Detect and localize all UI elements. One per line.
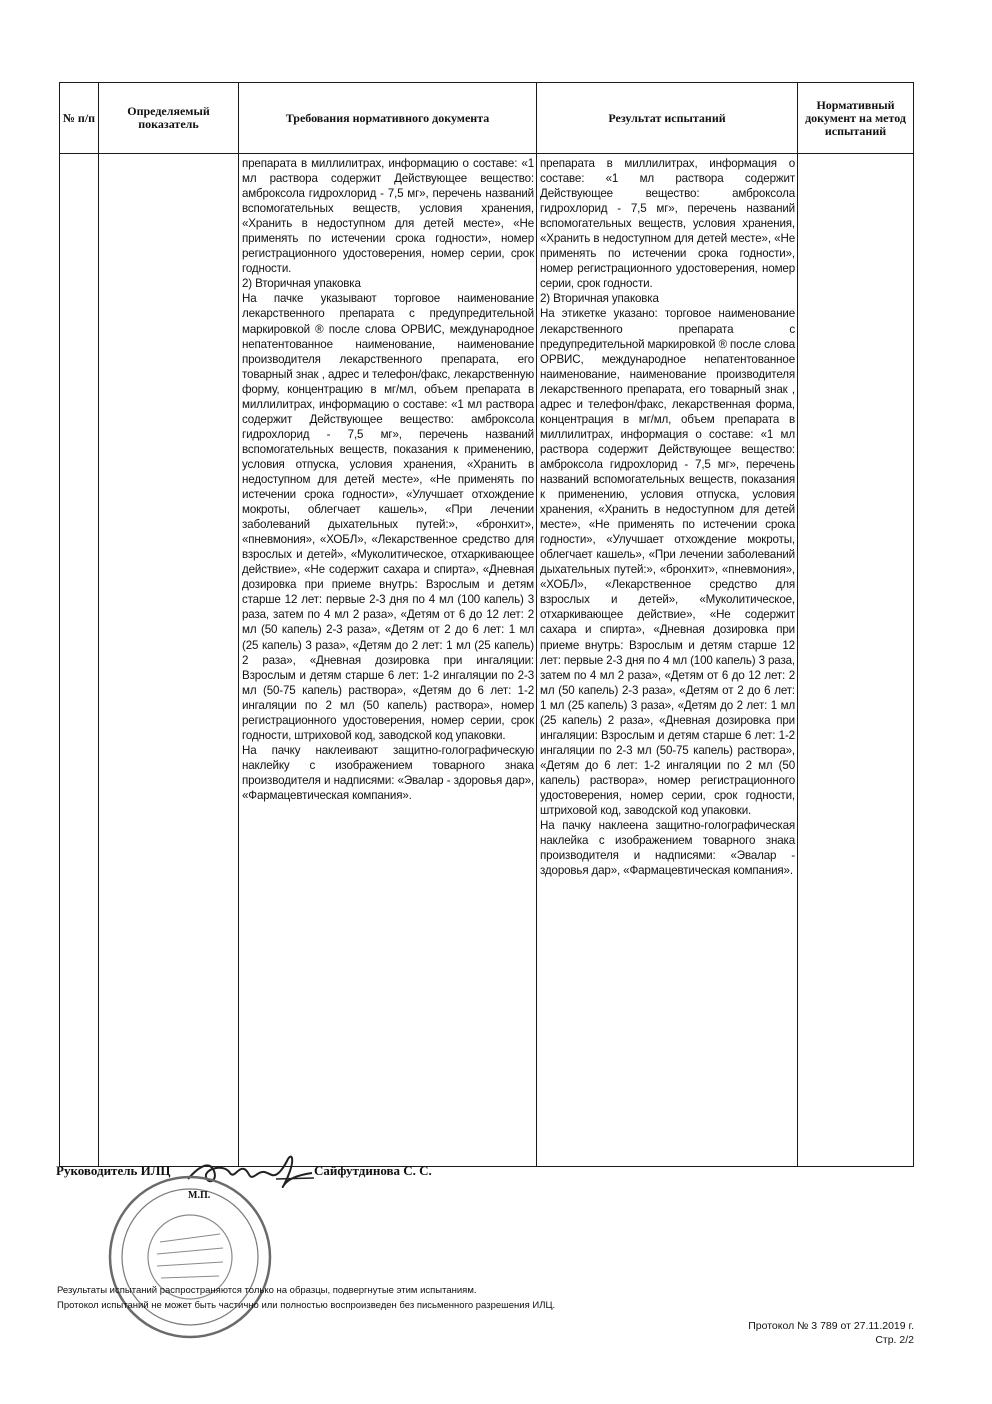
protocol-number: Протокол № 3 789 от 27.11.2019 г. bbox=[748, 1320, 914, 1332]
requirements-paragraph: На пачку наклеивают защитно-голографическую наклейку с изображением товарного знака производителя и надписями: «Эвалар - здоровья дар», «Фармацевтическая компания». bbox=[242, 743, 534, 802]
results-paragraph: препарата в миллилитрах, информация о составе: «1 мл раствора содержит Действующее вещество: амброксола гидрохлорид - 7,5 мг», перечень названий вспомогательных веществ, условия хранения, «Хранить в недоступном для детей месте», «Не применять по истечении срока годности», номер регистрационного удостоверения, номер серии, срок годности. bbox=[540, 157, 795, 291]
header-indicator: Определяемый показатель bbox=[99, 83, 239, 154]
header-method: Нормативный документ на метод испытаний bbox=[798, 83, 914, 154]
protocol-info bbox=[748, 1319, 914, 1347]
table-row bbox=[60, 154, 914, 1167]
page-number: Стр. 2/2 bbox=[875, 1334, 914, 1346]
table-header-row bbox=[60, 83, 914, 154]
footnote-reproduction: Протокол испытаний не может быть частично или полностью воспроизведен без письменного разрешения ИЛЦ. bbox=[57, 1300, 556, 1311]
requirements-paragraph: На пачке указывают торговое наименование лекарственного препарата с предупредительной маркировкой ® после слова ОРВИС, международное непатентованное наименование, наименование производителя лекарственного препарата, его товарный знак , адрес и телефон/факс, лекарственную форму, концентрацию в мг/мл, объем препарата в миллилитрах, информацию о составе: «1 мл раствора содержит Действующее вещество: амброксола гидрохлорид - 7,5 мг», перечень названий вспомогательных веществ, показания к применению, условия отпуска, условия хранения, «Хранить в недоступном для детей месте», «Не применять по истечении срока годности», «Улучшает отхождение мокроты, облегчает кашель», «При лечении заболеваний дыхательных путей:», «бронхит», «пневмония», «ХОБЛ», «Лекарственное средство для взрослых и детей», «Муколитическое, отхаркивающее действие», «Не содержит сахара и спирта», «Дневная дозировка при приеме внутрь: Взрослым и детям старше 12 лет: первые 2-3 дня по 4 мл (100 капель) 3 раза, затем по 4 мл 2 раза», «Детям от 6 до 12 лет: 2 мл (50 капель) 2-3 раза», «Детям от 2 до 6 лет: 1 мл (25 капель) 3 раза», «Детям до 2 лет: 1 мл (25 капель) 2 раза», «Дневная дозировка при ингаляции: Взрослым и детям старше 6 лет: 1-2 ингаляции по 2-3 мл (50-75 капель) раствора», «Детям до 6 лет: 1-2 ингаляции по 2 мл (50 капель) раствора», номер регистрационного удостоверения, номер серии, срок годности, штриховой код, заводской код упаковки. bbox=[242, 292, 534, 742]
footnote-results: Результаты испытаний распространяются только на образцы, подвергнутые этим испытаниям. bbox=[57, 1285, 477, 1296]
header-requirements: Требования нормативного документа bbox=[239, 83, 537, 154]
header-results: Результат испытаний bbox=[537, 83, 798, 154]
header-number: № п/п bbox=[60, 83, 99, 154]
stamp-label: М.П. bbox=[188, 1190, 211, 1201]
cell-number bbox=[60, 154, 99, 1167]
cell-indicator bbox=[99, 154, 239, 1167]
cell-method bbox=[798, 154, 914, 1167]
cell-results bbox=[537, 154, 798, 1167]
cell-requirements bbox=[239, 154, 537, 1167]
head-name: Сайфутдинова С. С. bbox=[314, 1163, 432, 1178]
requirements-paragraph: препарата в миллилитрах, информацию о составе: «1 мл раствора содержит Действующее вещество: амброксола гидрохлорид - 7,5 мг», перечень названий вспомогательных веществ, условия хранения, «Хранить в недоступном для детей месте», «Не применять по истечении срока годности», номер регистрационного удостоверения, номер серии, срок годности. bbox=[242, 157, 534, 276]
results-paragraph: 2) Вторичная упаковка bbox=[540, 292, 659, 306]
head-label: Руководитель ИЛЦ bbox=[56, 1163, 171, 1178]
results-paragraph: На пачку наклеена защитно-голографическая наклейка с изображением товарного знака производителя и надписями: «Эвалар - здоровья дар», «Фармацевтическая компания». bbox=[540, 819, 795, 878]
requirements-paragraph: 2) Вторичная упаковка bbox=[242, 277, 361, 291]
test-results-table bbox=[59, 82, 914, 1167]
results-paragraph: На этикетке указано: торговое наименование лекарственного препарата с предупредительной маркировкой ® после слова ОРВИС, международное непатентованное наименование, наименование производителя лекарственного препарата, его товарный знак , адрес и телефон/факс, лекарственная форма, концентрация в мг/мл, объем препарата в миллилитрах, информация о составе: «1 мл раствора содержит Действующее вещество: амброксола гидрохлорид - 7,5 мг», перечень названий вспомогательных веществ, показания к применению, условия отпуска, условия хранения, «Хранить в недоступном для детей месте», «Не применять по истечении срока годности», «Улучшает отхождение мокроты, облегчает кашель», «При лечении заболеваний дыхательных путей:», «бронхит», «пневмония», «ХОБЛ», «Лекарственное средство для взрослых и детей», «Муколитическое, отхаркивающее действие», «Не содержит сахара и спирта», «Дневная дозировка при приеме внутрь: Взрослым и детям старше 12 лет: первые 2-3 дня по 4 мл (100 капель) 3 раза, затем по 4 мл 2 раза», «Детям от 6 до 12 лет: 2 мл (50 капель) 2-3 раза», «Детям от 2 до 6 лет: 1 мл (25 капель) 3 раза», «Детям до 2 лет: 1 мл (25 капель) 2 раза», «Дневная дозировка при ингаляции: Взрослым и детям старше 6 лет: 1-2 ингаляции по 2-3 мл (50-75 капель) раствора», «Детям до 6 лет: 1-2 ингаляции по 2 мл (50 капель) раствора», номер регистрационного удостоверения, номер серии, срок годности, штриховой код, заводской код упаковки. bbox=[540, 307, 795, 818]
